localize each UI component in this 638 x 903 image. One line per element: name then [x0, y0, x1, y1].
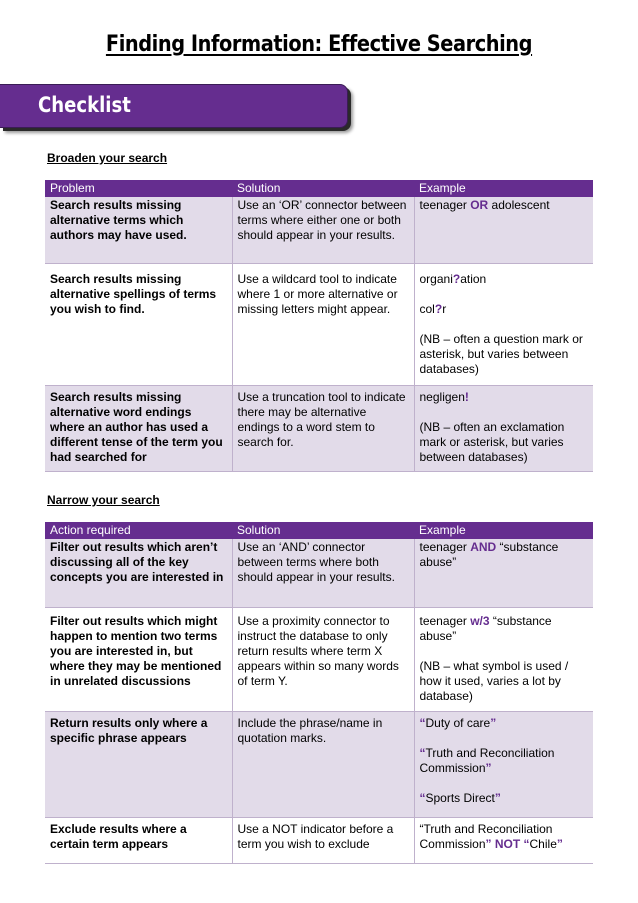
page-title: Finding Information: Effective Searching — [105, 32, 533, 57]
table-header-row — [45, 180, 593, 197]
header-example: Example — [414, 180, 593, 197]
header-solution: Solution — [232, 180, 414, 197]
problem-cell: Search results missing alternative word endings where an author has used a different tense of the term you had searched for — [45, 385, 232, 471]
problem-cell: Filter out results which might happen to mention two terms you are interested in, but where they may be mentioned in unrelated discussions — [45, 607, 232, 711]
table-row — [45, 385, 593, 471]
table-row — [45, 539, 593, 607]
table-row — [45, 607, 593, 711]
problem-cell: Return results only where a specific phrase appears — [45, 711, 232, 817]
table-row — [45, 263, 593, 385]
broaden-heading: Broaden your search — [47, 151, 168, 165]
example-cell: teenager w/3 “substance abuse” (NB – what symbol is used / how it used, varies a lot by database) — [414, 607, 593, 711]
solution-cell: Use a wildcard tool to indicate where 1 or more alternative or missing letters might appear. — [232, 263, 414, 385]
solution-cell: Use an ‘OR’ connector between terms where either one or both should appear in your results. — [232, 197, 414, 263]
header-solution: Solution — [232, 522, 414, 539]
header-action: Action required — [45, 522, 232, 539]
example-cell: “Truth and Reconciliation Commission” NOT “Chile” — [414, 817, 593, 863]
solution-cell: Include the phrase/name in quotation marks. — [232, 711, 414, 817]
problem-cell: Filter out results which aren’t discussing all of the key concepts you are interested in — [45, 539, 232, 607]
problem-cell: Search results missing alternative terms which authors may have used. — [45, 197, 232, 263]
example-note: (NB – often an exclamation mark or asterisk, but varies between databases) — [419, 419, 565, 464]
highlight-or: OR — [470, 198, 489, 212]
example-note: (NB – often a question mark or asterisk, but varies between databases) — [419, 331, 583, 376]
example-note: (NB – what symbol is used / how it used, varies a lot by database) — [419, 658, 569, 703]
table-row — [45, 711, 593, 817]
table-row — [45, 197, 593, 263]
problem-cell: Search results missing alternative spellings of terms you wish to find. — [45, 263, 232, 385]
solution-cell: Use a proximity connector to instruct the database to only return results where term X appears within so many words of term Y. — [232, 607, 414, 711]
broaden-table — [45, 180, 593, 472]
solution-cell: Use an ‘AND’ connector between terms where both should appear in your results. — [232, 539, 414, 607]
example-cell: teenager AND “substance abuse” — [414, 539, 593, 607]
example-cell: teenager OR adolescent — [414, 197, 593, 263]
solution-cell: Use a NOT indicator before a term you wish to exclude — [232, 817, 414, 863]
narrow-heading: Narrow your search — [47, 493, 160, 507]
problem-cell: Exclude results where a certain term appears — [45, 817, 232, 863]
table-header-row — [45, 522, 593, 539]
table-row — [45, 817, 593, 863]
example-cell: “Duty of care” “Truth and Reconciliation Commission” “Sports Direct” — [414, 711, 593, 817]
solution-cell: Use a truncation tool to indicate there may be alternative endings to a word stem to search for. — [232, 385, 414, 471]
header-problem: Problem — [45, 180, 232, 197]
narrow-table — [45, 522, 593, 864]
example-cell: negligen! (NB – often an exclamation mark or asterisk, but varies between databases) — [414, 385, 593, 471]
header-example: Example — [414, 522, 593, 539]
example-cell: organi?ation col?r (NB – often a question mark or asterisk, but varies between databases) — [414, 263, 593, 385]
checklist-banner — [0, 84, 348, 128]
banner-label: Checklist — [38, 93, 131, 117]
